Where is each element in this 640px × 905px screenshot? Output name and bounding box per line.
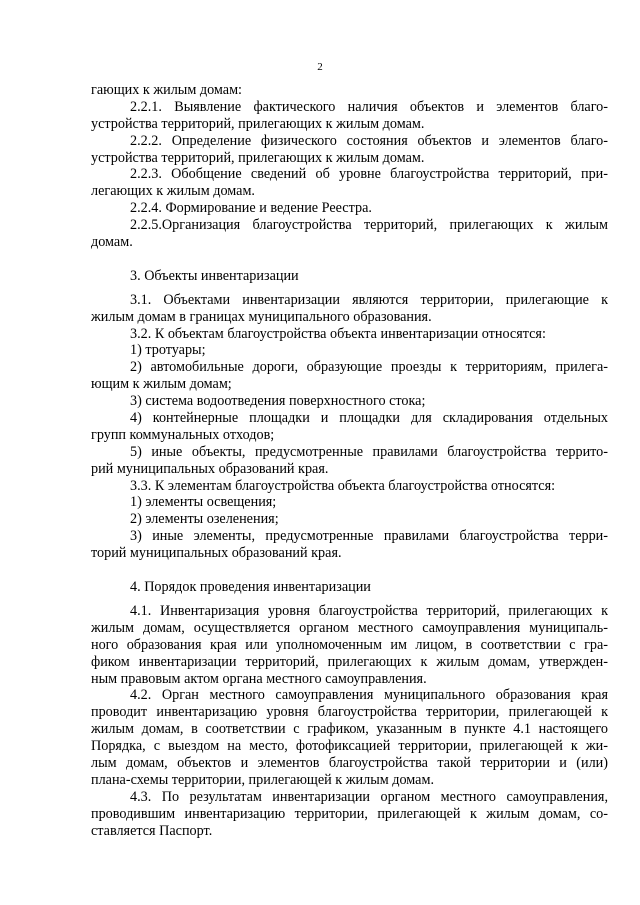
list-item: 5) иные объекты, предусмотренные правилами благоустройства террито- xyxy=(130,443,608,460)
paragraph-line: 3.1. Объектами инвентаризации являются территории, прилегающие к xyxy=(130,291,608,308)
list-item: 4) контейнерные площадки и площадки для складирования отдельных xyxy=(130,410,608,427)
list-item: 3) система водоотведения поверхностного стока; xyxy=(130,393,426,410)
paragraph-line: проводит инвентаризацию уровня благоустройства территории, прилегающей к xyxy=(91,704,608,721)
paragraph-line: ющим к жилым домам; xyxy=(91,376,232,393)
section-3 xyxy=(91,268,608,562)
paragraph-line: рий муниципальных образований края. xyxy=(91,460,329,477)
paragraph-line: легающих к жилым домам. xyxy=(91,183,255,200)
paragraph-line: жилым домам, в соответствии с графиком, указанным в пункте 4.1 настоящего xyxy=(91,721,608,738)
section-4 xyxy=(91,579,608,839)
paragraph-line: Порядка, с выездом на место, фотофиксацией территории, прилегающей к жи- xyxy=(91,738,608,755)
paragraph-line: 3.2. К объектам благоустройства объекта инвентаризации относятся: xyxy=(130,325,546,342)
section-heading: 4. Порядок проведения инвентаризации xyxy=(130,579,371,596)
paragraph-line: 2.2.3. Обобщение сведений об уровне благоустройства территорий, при- xyxy=(130,166,608,183)
paragraph-line: 2.2.1. Выявление фактического наличия объектов и элементов благо- xyxy=(130,98,608,115)
paragraph-line: 3.3. К элементам благоустройства объекта благоустройства относятся: xyxy=(130,477,556,494)
paragraph-line: фиком инвентаризации территорий, прилегающих к жилым домам, утвержден- xyxy=(91,653,608,670)
paragraph-line: 4.1. Инвентаризация уровня благоустройства территорий, прилегающих к xyxy=(130,602,608,619)
paragraph-line: устройства территорий, прилегающих к жилым домам. xyxy=(91,115,425,132)
paragraph-line: ным правовым актом органа местного самоуправления. xyxy=(91,670,427,687)
paragraph-line: ного образования края или уполномоченным им лицом, в соответствии с гра- xyxy=(91,636,608,653)
paragraph-line: плана-схемы территории, прилегающей к жилым домам. xyxy=(91,771,434,788)
document-body xyxy=(91,82,608,839)
paragraph-line: жилым домам, осуществляется органом местного самоуправления муниципаль- xyxy=(91,619,608,636)
paragraph-line: лым домам, объектов и элементов благоустройства такой территории и (или) xyxy=(91,754,608,771)
list-item: 1) элементы освещения; xyxy=(130,494,277,511)
section-2-continuation xyxy=(91,82,608,251)
paragraph-line: 4.2. Орган местного самоуправления муниципального образования края xyxy=(130,687,608,704)
paragraph-line: домам. xyxy=(91,234,133,251)
list-item: 2) автомобильные дороги, образующие проезды к территориям, прилега- xyxy=(130,359,608,376)
paragraph-line: 2.2.4. Формирование и ведение Реестра. xyxy=(130,200,372,217)
section-heading: 3. Объекты инвентаризации xyxy=(130,267,299,284)
paragraph-line: ставляется Паспорт. xyxy=(91,822,213,839)
list-item: 3) иные элементы, предусмотренные правилами благоустройства терри- xyxy=(130,528,608,545)
paragraph-line: устройства территорий, прилегающих к жилым домам. xyxy=(91,149,425,166)
paragraph-line: групп коммунальных отходов; xyxy=(91,426,275,443)
page-number: 2 xyxy=(317,61,323,73)
paragraph-line: гающих к жилым домам: xyxy=(91,82,242,98)
list-item: 2) элементы озеленения; xyxy=(130,511,279,528)
paragraph-line: торий муниципальных образований края. xyxy=(91,545,342,562)
paragraph-line: жилым домам в границах муниципального образования. xyxy=(91,308,432,325)
paragraph-line: 2.2.5.Организация благоустройства территорий, прилегающих к жилым xyxy=(130,217,608,234)
paragraph-line: проводившим инвентаризацию территории, прилегающей к жилым домам, со- xyxy=(91,805,608,822)
paragraph-line: 2.2.2. Определение физического состояния объектов и элементов благо- xyxy=(130,132,608,149)
list-item: 1) тротуары; xyxy=(130,342,206,359)
paragraph-line: 4.3. По результатам инвентаризации органом местного самоуправления, xyxy=(130,788,608,805)
